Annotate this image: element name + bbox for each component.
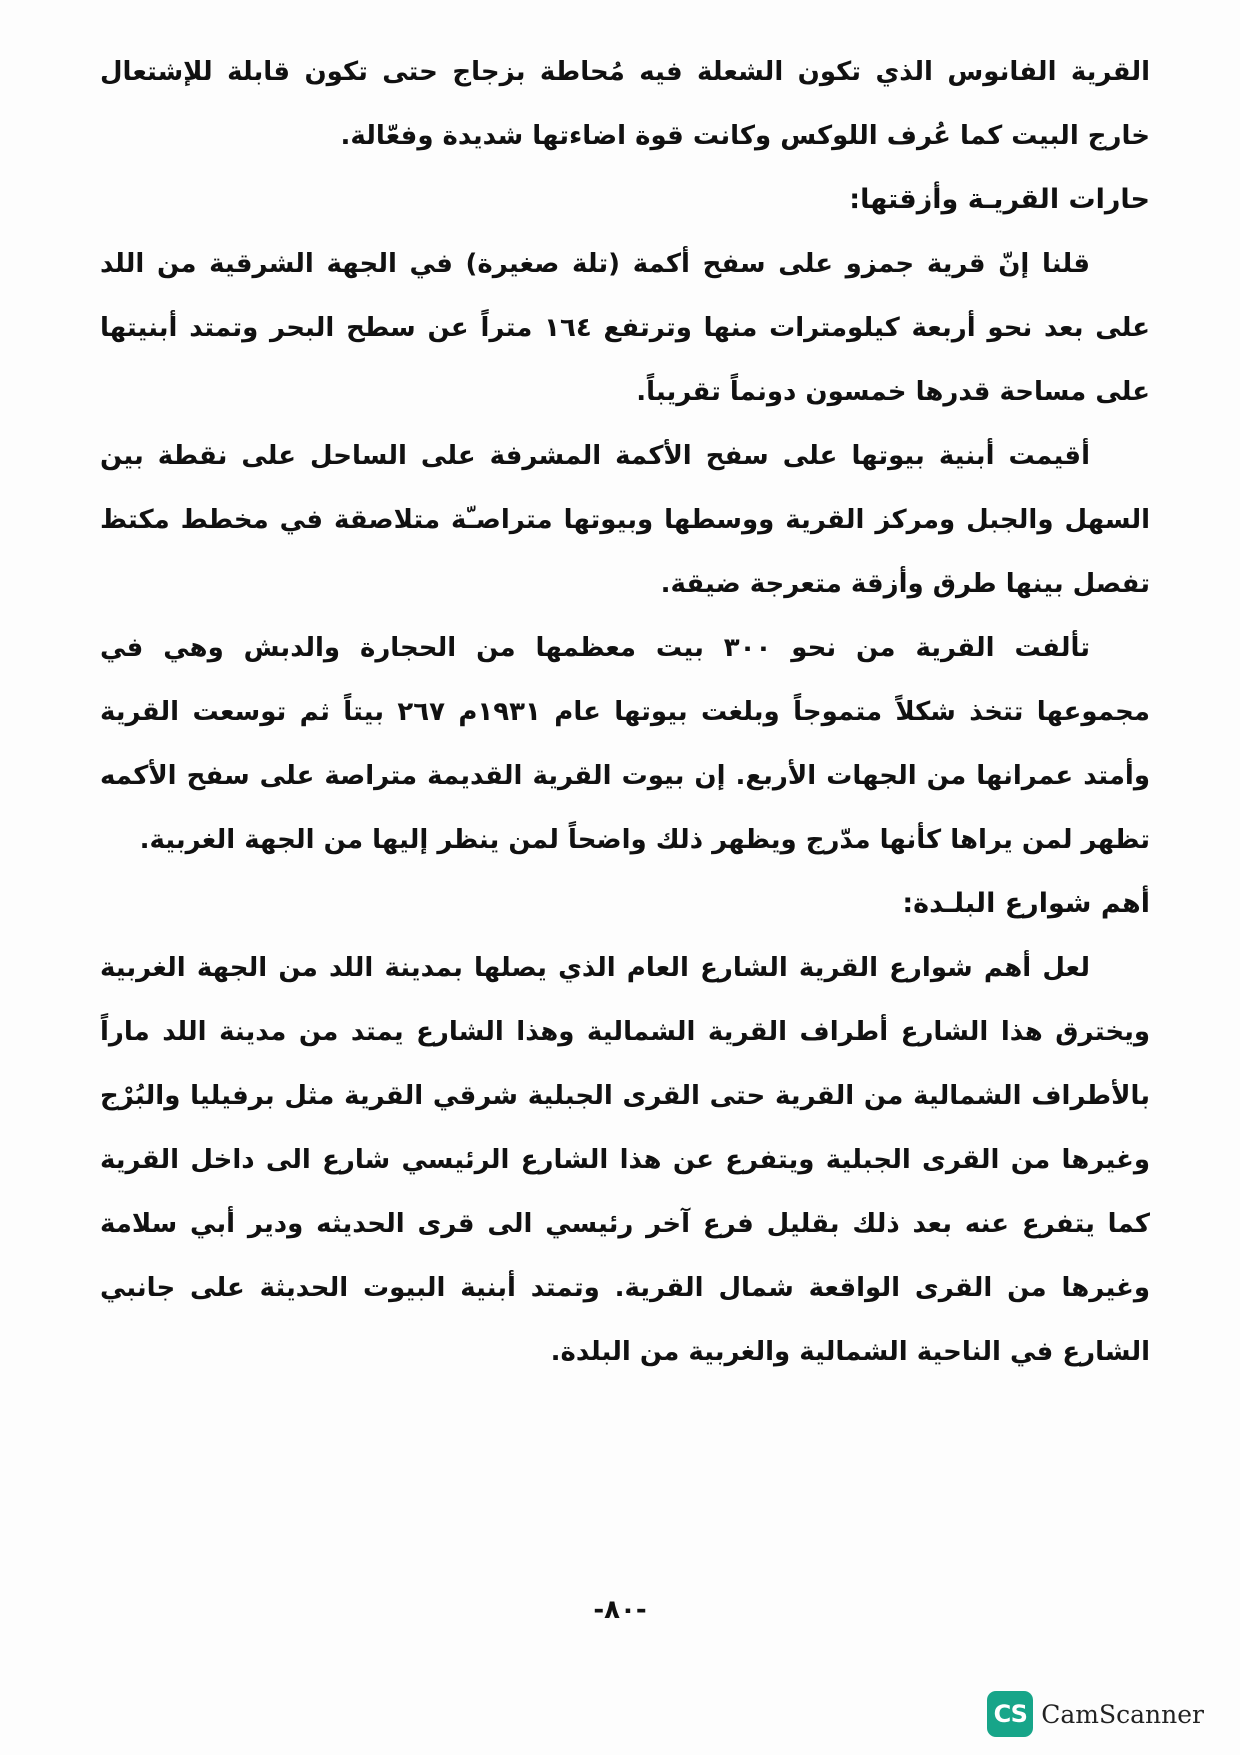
camscanner-label: CamScanner [1041, 1699, 1204, 1729]
paragraph-houses: تألفت القرية من نحو ٣٠٠ بيت معظمها من الحجارة والدبش وهي في مجموعها تتخذ شكلاً متموجاً وبلغت بيوتها عام ١٩٣١م ٢٦٧ بيتاً ثم توسعت القرية وأمتد عمرانها من الجهات الأربع. إن بيوت القرية القديمة متراصة على سفح الأكمه تظهر لمن يراها كأنها مدّرج ويظهر ذلك واضحاً لمن ينظر إليها من الجهة الغربية. [100, 633, 1150, 855]
page-number: -٨٠- [593, 1595, 647, 1625]
camscanner-logo-icon: CS [987, 1691, 1033, 1737]
page-body [100, 40, 1150, 1384]
paragraph-buildings: أقيمت أبنية بيوتها على سفح الأكمة المشرفة على الساحل على نقطة بين السهل والجبل ومركز القرية ووسطها وبيوتها متراصـّة متلاصقة في مخطط مكتظ تفصل بينها طرق وأزقة متعرجة ضيقة. [100, 441, 1150, 599]
paragraph-location: قلنا إنّ قرية جمزو على سفح أكمة (تلة صغيرة) في الجهة الشرقية من اللد على بعد نحو أربعة كيلومترات منها وترتفع ١٦٤ متراً عن سطح البحر وتمتد أبنيتها على مساحة قدرها خمسون دونماً تقريباً. [100, 249, 1150, 407]
section-heading-streets: أهم شوارع البلـدة: [902, 888, 1150, 919]
intro-paragraph: القرية الفانوس الذي تكون الشعلة فيه مُحاطة بزجاج حتى تكون قابلة للإشتعال خارج البيت كما عُرف اللوكس وكانت قوة اضاءتها شديدة وفعّالة. [100, 57, 1150, 151]
paragraph-streets: لعل أهم شوارع القرية الشارع العام الذي يصلها بمدينة اللد من الجهة الغربية ويخترق هذا الشارع أطراف القرية الشمالية وهذا الشارع يمتد من مدينة اللد ماراً بالأطراف الشمالية من القرية حتى القرى الجبلية شرقي القرية مثل برفيليا والبُرْج وغيرها من القرى الجبلية ويتفرع عن هذا الشارع الرئيسي شارع الى داخل القرية كما يتفرع عنه بعد ذلك بقليل فرع آخر رئيسي الى قرى الحديثه ودير أبي سلامة وغيرها من القرى الواقعة شمال القرية. وتمتد أبنية البيوت الحديثة على جانبي الشارع في الناحية الشمالية والغربية من البلدة. [100, 953, 1150, 1367]
section-heading-alleys: حارات القريـة وأزقتها: [849, 184, 1150, 215]
camscanner-watermark [987, 1691, 1204, 1737]
